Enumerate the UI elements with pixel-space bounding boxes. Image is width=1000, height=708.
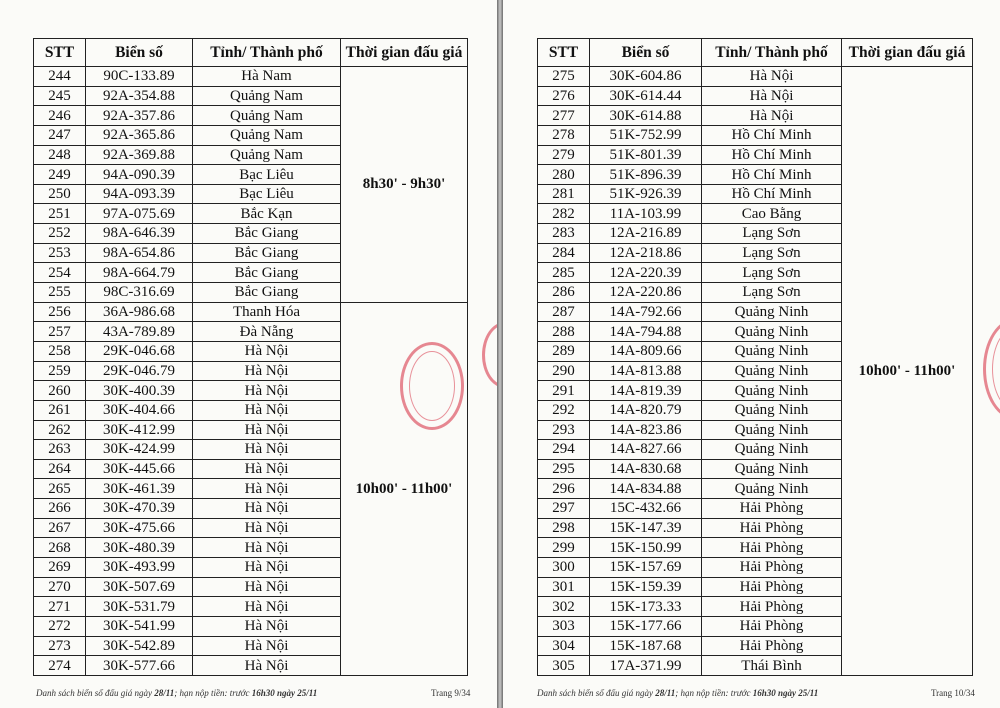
cell-province: Thái Bình [702,656,842,676]
cell-auction-time: 8h30' - 9h30' [341,67,468,303]
cell-stt: 248 [34,145,86,165]
cell-stt: 305 [538,656,590,676]
cell-plate: 51K-752.99 [590,125,702,145]
cell-stt: 283 [538,224,590,244]
cell-stt: 258 [34,341,86,361]
cell-stt: 277 [538,106,590,126]
cell-province: Bắc Giang [193,263,341,283]
cell-stt: 265 [34,479,86,499]
header-province: Tỉnh/ Thành phố [702,39,842,67]
cell-province: Hà Nội [702,86,842,106]
cell-plate: 30K-507.69 [86,577,193,597]
cell-province: Quảng Ninh [702,361,842,381]
cell-province: Hà Nội [193,459,341,479]
cell-plate: 98A-664.79 [86,263,193,283]
cell-stt: 244 [34,67,86,87]
header-time: Thời gian đấu giá [341,39,468,67]
cell-province: Hà Nội [702,67,842,87]
document-page-right [503,0,1000,708]
cell-plate: 30K-480.39 [86,538,193,558]
cell-province: Hà Nội [193,636,341,656]
cell-plate: 15K-159.39 [590,577,702,597]
cell-plate: 30K-604.86 [590,67,702,87]
cell-stt: 247 [34,125,86,145]
cell-stt: 252 [34,224,86,244]
cell-province: Hồ Chí Minh [702,184,842,204]
cell-province: Thanh Hóa [193,302,341,322]
cell-province: Hà Nội [193,440,341,460]
cell-stt: 246 [34,106,86,126]
red-seal-stamp-left [400,342,464,430]
cell-stt: 303 [538,616,590,636]
cell-plate: 30K-493.99 [86,558,193,578]
cell-province: Hà Nội [193,518,341,538]
cell-plate: 15K-150.99 [590,538,702,558]
cell-province: Hà Nội [193,616,341,636]
footer-prefix: Danh sách biển số đấu giá ngày [36,688,155,698]
cell-province: Hồ Chí Minh [702,145,842,165]
cell-province: Quảng Ninh [702,400,842,420]
cell-plate: 30K-541.99 [86,616,193,636]
cell-plate: 43A-789.89 [86,322,193,342]
cell-province: Hà Nội [193,577,341,597]
cell-plate: 30K-577.66 [86,656,193,676]
cell-plate: 30K-461.39 [86,479,193,499]
cell-province: Lạng Sơn [702,263,842,283]
cell-plate: 12A-220.39 [590,263,702,283]
cell-province: Lạng Sơn [702,224,842,244]
cell-province: Quảng Ninh [702,341,842,361]
cell-plate: 92A-354.88 [86,86,193,106]
cell-province: Hà Nội [193,558,341,578]
cell-plate: 94A-090.39 [86,165,193,185]
cell-province: Hải Phòng [702,558,842,578]
cell-province: Hà Nam [193,67,341,87]
table-row [34,67,468,87]
cell-plate: 92A-357.86 [86,106,193,126]
cell-province: Hà Nội [193,341,341,361]
cell-stt: 255 [34,283,86,303]
cell-plate: 94A-093.39 [86,184,193,204]
cell-stt: 272 [34,616,86,636]
cell-province: Đà Nẵng [193,322,341,342]
cell-province: Quảng Ninh [702,479,842,499]
cell-plate: 98C-316.69 [86,283,193,303]
cell-plate: 30K-400.39 [86,381,193,401]
cell-plate: 30K-404.66 [86,400,193,420]
cell-stt: 269 [34,558,86,578]
cell-plate: 14A-823.86 [590,420,702,440]
cell-stt: 286 [538,283,590,303]
cell-plate: 15C-432.66 [590,499,702,519]
cell-province: Cao Bằng [702,204,842,224]
document-page-left [0,0,497,708]
cell-province: Hải Phòng [702,538,842,558]
footer-prefix: Danh sách biển số đấu giá ngày [537,688,656,698]
cell-province: Lạng Sơn [702,283,842,303]
cell-stt: 284 [538,243,590,263]
cell-province: Bắc Kạn [193,204,341,224]
cell-stt: 295 [538,459,590,479]
cell-plate: 90C-133.89 [86,67,193,87]
cell-plate: 11A-103.99 [590,204,702,224]
cell-stt: 285 [538,263,590,283]
cell-plate: 15K-177.66 [590,616,702,636]
cell-plate: 30K-614.88 [590,106,702,126]
cell-plate: 14A-827.66 [590,440,702,460]
cell-province: Bạc Liêu [193,184,341,204]
cell-province: Quảng Nam [193,106,341,126]
cell-stt: 264 [34,459,86,479]
cell-stt: 250 [34,184,86,204]
cell-province: Hà Nội [193,656,341,676]
plate-table-right [537,38,973,676]
cell-plate: 14A-834.88 [590,479,702,499]
cell-auction-time: 10h00' - 11h00' [341,302,468,675]
header-stt: STT [34,39,86,67]
footer-date: 28/11 [154,688,175,698]
cell-stt: 282 [538,204,590,224]
cell-province: Lạng Sơn [702,243,842,263]
cell-plate: 51K-801.39 [590,145,702,165]
cell-province: Hồ Chí Minh [702,125,842,145]
cell-stt: 302 [538,597,590,617]
cell-stt: 294 [538,440,590,460]
cell-province: Hà Nội [193,361,341,381]
cell-province: Hà Nội [193,479,341,499]
cell-plate: 92A-365.86 [86,125,193,145]
cell-stt: 268 [34,538,86,558]
cell-plate: 14A-830.68 [590,459,702,479]
cell-plate: 51K-896.39 [590,165,702,185]
footer-date: 28/11 [655,688,676,698]
footer-deadline: 16h30 ngày 25/11 [251,688,318,698]
cell-plate: 15K-187.68 [590,636,702,656]
cell-stt: 261 [34,400,86,420]
cell-stt: 275 [538,67,590,87]
cell-province: Bạc Liêu [193,165,341,185]
cell-plate: 14A-792.66 [590,302,702,322]
cell-province: Quảng Ninh [702,459,842,479]
cell-stt: 251 [34,204,86,224]
cell-plate: 15K-173.33 [590,597,702,617]
cell-province: Quảng Ninh [702,322,842,342]
cell-province: Hà Nội [702,106,842,126]
cell-province: Quảng Ninh [702,381,842,401]
cell-province: Hà Nội [193,400,341,420]
cell-plate: 29K-046.79 [86,361,193,381]
cell-province: Hải Phòng [702,597,842,617]
cell-stt: 266 [34,499,86,519]
header-plate: Biển số [590,39,702,67]
cell-plate: 30K-614.44 [590,86,702,106]
cell-stt: 297 [538,499,590,519]
cell-plate: 15K-147.39 [590,518,702,538]
footer-note-left [36,688,317,698]
cell-province: Quảng Nam [193,145,341,165]
cell-stt: 260 [34,381,86,401]
cell-province: Hồ Chí Minh [702,165,842,185]
cell-plate: 51K-926.39 [590,184,702,204]
header-plate: Biển số [86,39,193,67]
cell-plate: 12A-220.86 [590,283,702,303]
cell-province: Quảng Ninh [702,440,842,460]
cell-province: Hà Nội [193,597,341,617]
cell-plate: 36A-986.68 [86,302,193,322]
cell-stt: 259 [34,361,86,381]
cell-stt: 276 [538,86,590,106]
cell-province: Hải Phòng [702,636,842,656]
header-stt: STT [538,39,590,67]
cell-stt: 273 [34,636,86,656]
cell-plate: 92A-369.88 [86,145,193,165]
cell-stt: 281 [538,184,590,204]
page-number-left: Trang 9/34 [431,688,471,698]
cell-province: Quảng Ninh [702,302,842,322]
cell-stt: 256 [34,302,86,322]
cell-stt: 298 [538,518,590,538]
cell-stt: 270 [34,577,86,597]
cell-plate: 98A-654.86 [86,243,193,263]
cell-plate: 14A-809.66 [590,341,702,361]
cell-plate: 17A-371.99 [590,656,702,676]
cell-province: Bắc Giang [193,243,341,263]
table-row [34,302,468,322]
cell-stt: 280 [538,165,590,185]
cell-stt: 245 [34,86,86,106]
cell-stt: 271 [34,597,86,617]
cell-stt: 279 [538,145,590,165]
cell-plate: 30K-470.39 [86,499,193,519]
footer-middle: ; hạn nộp tiền: trước [675,688,753,698]
cell-plate: 97A-075.69 [86,204,193,224]
cell-plate: 30K-424.99 [86,440,193,460]
cell-plate: 30K-445.66 [86,459,193,479]
cell-plate: 98A-646.39 [86,224,193,244]
cell-stt: 292 [538,400,590,420]
cell-plate: 14A-813.88 [590,361,702,381]
cell-province: Bắc Giang [193,224,341,244]
cell-plate: 29K-046.68 [86,341,193,361]
cell-province: Quảng Nam [193,86,341,106]
cell-stt: 289 [538,341,590,361]
cell-province: Hải Phòng [702,616,842,636]
cell-stt: 254 [34,263,86,283]
cell-stt: 278 [538,125,590,145]
cell-plate: 30K-542.89 [86,636,193,656]
cell-stt: 249 [34,165,86,185]
cell-plate: 30K-531.79 [86,597,193,617]
footer-deadline: 16h30 ngày 25/11 [752,688,819,698]
cell-stt: 274 [34,656,86,676]
cell-stt: 301 [538,577,590,597]
cell-stt: 288 [538,322,590,342]
cell-stt: 263 [34,440,86,460]
footer-note-right [537,688,818,698]
cell-stt: 296 [538,479,590,499]
cell-stt: 304 [538,636,590,656]
cell-province: Quảng Nam [193,125,341,145]
cell-stt: 253 [34,243,86,263]
table-header-row [538,39,973,67]
cell-plate: 12A-216.89 [590,224,702,244]
cell-stt: 262 [34,420,86,440]
cell-plate: 14A-819.39 [590,381,702,401]
cell-plate: 14A-820.79 [590,400,702,420]
cell-province: Hải Phòng [702,518,842,538]
cell-stt: 293 [538,420,590,440]
table-header-row [34,39,468,67]
cell-stt: 267 [34,518,86,538]
header-time: Thời gian đấu giá [842,39,973,67]
plate-table-left [33,38,468,676]
cell-auction-time: 10h00' - 11h00' [842,67,973,676]
cell-stt: 257 [34,322,86,342]
cell-province: Hải Phòng [702,577,842,597]
cell-plate: 30K-475.66 [86,518,193,538]
cell-stt: 300 [538,558,590,578]
cell-stt: 291 [538,381,590,401]
cell-province: Quảng Ninh [702,420,842,440]
footer-middle: ; hạn nộp tiền: trước [174,688,252,698]
table-body-right [538,67,973,676]
page-number-right: Trang 10/34 [931,688,975,698]
header-province: Tỉnh/ Thành phố [193,39,341,67]
cell-plate: 12A-218.86 [590,243,702,263]
cell-province: Hà Nội [193,538,341,558]
cell-province: Bắc Giang [193,283,341,303]
table-row [538,67,973,87]
cell-stt: 287 [538,302,590,322]
red-seal-stamp-right [983,318,1000,420]
cell-plate: 30K-412.99 [86,420,193,440]
cell-province: Hà Nội [193,499,341,519]
cell-plate: 15K-157.69 [590,558,702,578]
cell-plate: 14A-794.88 [590,322,702,342]
cell-stt: 299 [538,538,590,558]
cell-province: Hà Nội [193,420,341,440]
cell-province: Hà Nội [193,381,341,401]
cell-stt: 290 [538,361,590,381]
cell-province: Hải Phòng [702,499,842,519]
